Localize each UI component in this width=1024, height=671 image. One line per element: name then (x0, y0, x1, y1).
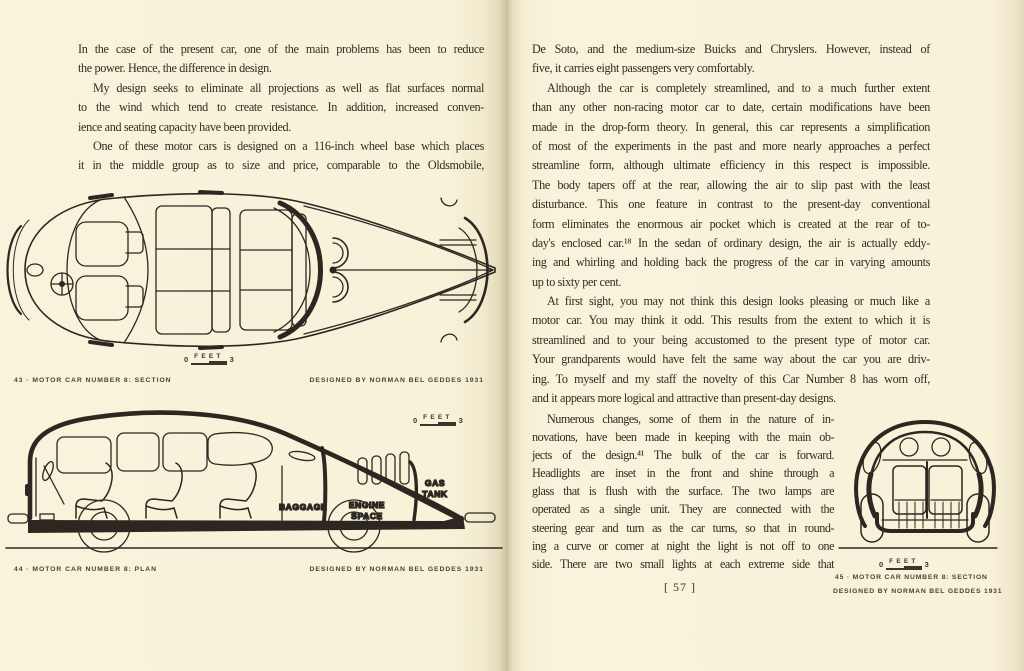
door-seam-arc (124, 197, 148, 343)
text-line: streamline form, although ultimate efficiency in this respect is impossible. (532, 158, 930, 173)
left-page (0, 0, 507, 671)
text-line: day's enclosed car.¹⁸ In the sedan of ordinary design, the air is actually eddy- (532, 235, 930, 250)
text-line: five, it carries eight passengers very comfortably. (532, 61, 755, 76)
text-line: and it appears more logical and attractive than present-day designs. (532, 391, 836, 406)
figure-44-caption: 44 · MOTOR CAR NUMBER 8: PLAN (14, 566, 157, 573)
scale-rule (191, 353, 226, 365)
text-line: it in the middle group as to size and price, comparable to the Oldsmobile, (78, 158, 484, 173)
gas-label-line2: TANK (422, 489, 448, 499)
nose-emblem (27, 264, 43, 276)
middle-bench (156, 206, 212, 334)
scale-end: 3 (229, 354, 234, 364)
rear-bench (240, 210, 292, 330)
text-line: streamlined and to your being accustomed to the present type of motor car. (532, 332, 930, 347)
scale-start: 0 (413, 415, 418, 425)
right-body-text-narrow (532, 410, 834, 573)
text-line: the power. Hence, the difference in design. (78, 61, 272, 76)
text-line: Although the car is completely streamlined, and to a much further extent (547, 80, 930, 95)
scale-unit: FEET (194, 353, 224, 360)
right-page (507, 0, 1024, 671)
headrest-fairing (333, 238, 348, 268)
text-line: ing. To myself and my staff the novelty of this Car Number 8 has worn off, (532, 371, 930, 386)
passenger-head (932, 438, 950, 456)
text-line: jects of the design.⁴¹ The bulk of the car is forward. (532, 448, 834, 463)
seat (929, 466, 962, 514)
scale-unit: FEET (889, 558, 919, 565)
passenger-seat (76, 463, 112, 518)
text-line: Numerous changes, some of them in the nature of in- (547, 412, 834, 426)
page-number: [ 57 ] (664, 580, 696, 594)
front-bumper (8, 514, 28, 523)
front-bumper-arc (8, 226, 22, 314)
window (57, 437, 111, 473)
text-line: motor car. You may think it odd. This results from the extent to which it is (532, 313, 930, 328)
figure-44-credit: DESIGNED BY NORMAN BEL GEDDES 1931 (309, 566, 484, 573)
text-line: glass that is flush with the surface. The two lamps are (532, 484, 834, 499)
scale-end: 3 (458, 415, 463, 425)
text-line: form eliminates the enormous air pocket which is created at the rear of to- (532, 216, 930, 231)
front-seat (76, 276, 128, 320)
scale-bar (184, 353, 272, 365)
scale-rule (420, 414, 455, 426)
text-line: In the case of the present car, one of the main problems has been to reduce (78, 42, 484, 56)
window (117, 433, 159, 471)
text-line: ience and seating capacity have been provided. (78, 119, 291, 134)
car-sill (28, 516, 465, 533)
car-body-outline (30, 413, 462, 519)
figure-43-credit: DESIGNED BY NORMAN BEL GEDDES 1931 (309, 377, 484, 384)
text-line: of most of the experiments in the past and more nearly approaches a perfect (532, 138, 930, 153)
gas-label-line1: GAS (424, 478, 446, 488)
headrest-fairing (333, 272, 348, 302)
steering-wheel (41, 460, 56, 482)
text-line: One of these motor cars is designed on a 116-inch wheel base which places (93, 138, 484, 153)
figure-front-section-drawing (837, 412, 999, 554)
text-line: than any other non-racing motor car to date, certain modifications have been (532, 100, 930, 115)
engine-vent (400, 452, 409, 484)
text-line: ing and whirling and holding back the progress of the car in varying amounts (532, 255, 930, 270)
text-line: Your grandparents would have felt the same way about the car you are driv- (532, 352, 930, 367)
baggage-label: BAGGAGE (278, 502, 328, 512)
text-line: At first sight, you may not think this design looks pleasing or much like a (547, 294, 930, 309)
text-line: side. There are two small lights at each extreme side that (532, 556, 834, 571)
passenger-seat (220, 463, 256, 518)
engine-label-line1: ENGINE (348, 500, 386, 510)
window-teardrop (208, 433, 272, 466)
figure-43-caption: 43 · MOTOR CAR NUMBER 8: SECTION (14, 377, 172, 384)
right-body-text (532, 40, 930, 408)
text-line: De Soto, and the medium-size Buicks and Chryslers. However, instead of (532, 42, 930, 56)
scale-unit: FEET (423, 414, 453, 421)
seat (893, 466, 926, 514)
text-line: to the wind which tend to create resistance. In addition, increased conven- (78, 100, 484, 115)
front-seat (76, 222, 128, 266)
text-line: made in the drop-form theory. In general, this car represents a simplification (532, 119, 930, 134)
window (163, 433, 207, 471)
text-line: Headlights are inset in the front and shine through a (532, 466, 834, 481)
scale-bar (879, 558, 965, 570)
passenger-head (900, 438, 918, 456)
left-body-text (78, 40, 484, 176)
text-line: disturbance. This one feature in contrast to the present-day conventional (532, 197, 930, 212)
text-line: operated as a single unit. They are connected with the (532, 502, 834, 517)
car-body-outline (856, 422, 994, 526)
engine-label-line2: SPACE (351, 511, 383, 521)
figure-45-credit: DESIGNED BY NORMAN BEL GEDDES 1931 (833, 588, 1003, 595)
pedal-base (40, 514, 54, 520)
cabin-dome-arc (280, 203, 321, 337)
scale-start: 0 (879, 559, 884, 569)
text-line: The body tapers off at the rear, allowing the air to slip past with the least (532, 177, 930, 192)
tail-bumper (465, 513, 495, 522)
figure-plan-view-drawing (4, 188, 502, 354)
scale-bar (413, 414, 493, 426)
scale-rule (886, 558, 921, 570)
scale-end: 3 (924, 559, 929, 569)
vent-slit (289, 450, 316, 462)
text-line: My design seeks to eliminate all projections as well as flat surfaces normal (93, 80, 484, 95)
figure-45-caption: 45 · MOTOR CAR NUMBER 8: SECTION (835, 574, 988, 581)
text-line: ing a curve or corner at night the light is not off to one (532, 538, 834, 553)
text-line: steering gear and turn as the car turns, so that in round- (532, 520, 834, 535)
windshield-arc (67, 200, 100, 340)
scale-start: 0 (184, 354, 189, 364)
text-line: up to sixty per cent. (532, 274, 622, 289)
text-line: novations, have been made in keeping with the main ob- (532, 430, 834, 445)
